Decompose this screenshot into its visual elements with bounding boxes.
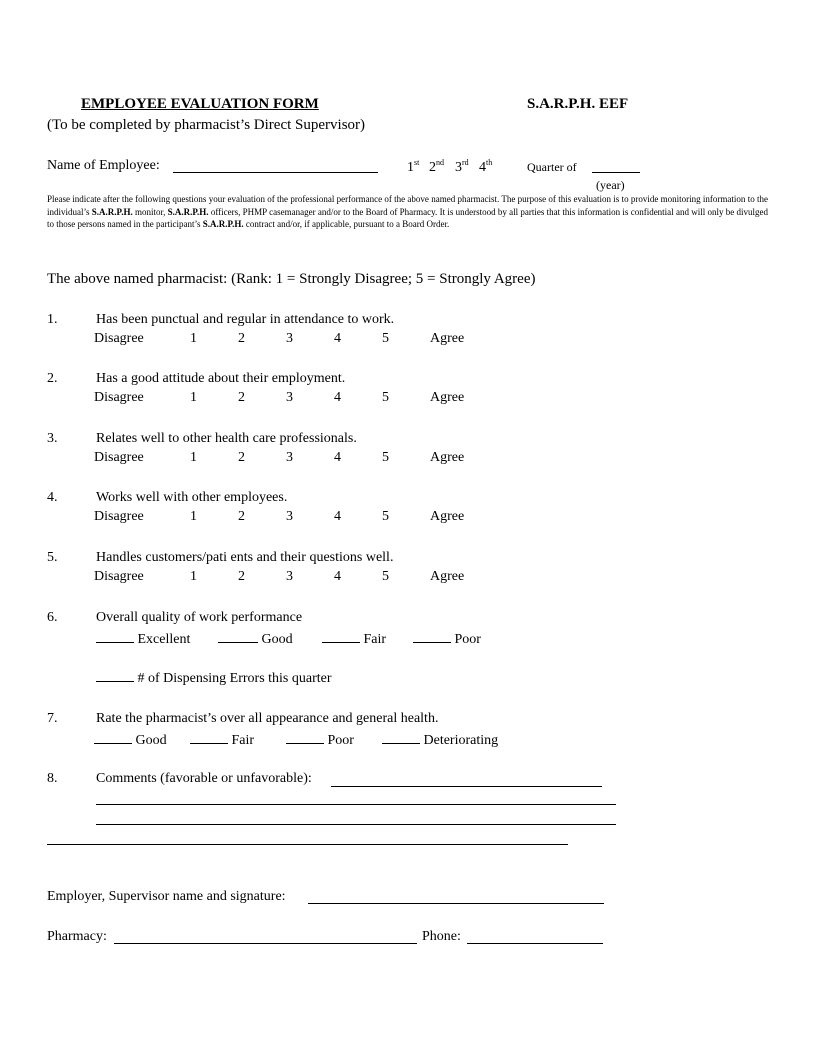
- question-7-number: 7.: [47, 711, 58, 726]
- pharmacy-label: Pharmacy:: [47, 929, 107, 944]
- comments-line-2[interactable]: [96, 804, 616, 805]
- rating-option-4[interactable]: 4: [334, 450, 341, 465]
- supervisor-signature-field[interactable]: [308, 903, 604, 904]
- health-option-poor[interactable]: Poor: [286, 731, 354, 749]
- question-2-text: Has a good attitude about their employment.: [96, 371, 346, 386]
- scale-agree-label: Agree: [430, 569, 465, 584]
- option-good[interactable]: Good: [218, 630, 293, 648]
- quarter-of-label: Quarter of: [527, 160, 577, 174]
- rating-option-2[interactable]: 2: [238, 331, 245, 346]
- form-code: S.A.R.P.H. EEF: [527, 96, 629, 112]
- health-deteriorating-blank[interactable]: [382, 731, 420, 744]
- quarter-first[interactable]: 1st: [407, 158, 420, 175]
- supervisor-signature-label: Employer, Supervisor name and signature:: [47, 889, 286, 904]
- dispensing-errors-blank[interactable]: [96, 669, 134, 682]
- quarter-third[interactable]: 3rd: [455, 158, 469, 175]
- scale-agree-label: Agree: [430, 390, 465, 405]
- employee-name-field[interactable]: [173, 172, 378, 173]
- rating-option-4[interactable]: 4: [334, 569, 341, 584]
- question-6-number: 6.: [47, 610, 58, 625]
- scale-agree-label: Agree: [430, 331, 465, 346]
- dispensing-errors-field[interactable]: # of Dispensing Errors this quarter: [96, 669, 332, 687]
- health-option-fair[interactable]: Fair: [190, 731, 254, 749]
- health-fair-blank[interactable]: [190, 731, 228, 744]
- rating-option-2[interactable]: 2: [238, 450, 245, 465]
- option-fair-blank[interactable]: [322, 630, 360, 643]
- comments-line-4[interactable]: [47, 844, 568, 845]
- rating-option-1[interactable]: 1: [190, 509, 197, 524]
- option-poor[interactable]: Poor: [413, 630, 481, 648]
- rating-option-2[interactable]: 2: [238, 390, 245, 405]
- quarter-fourth[interactable]: 4th: [479, 158, 493, 175]
- rating-option-5[interactable]: 5: [382, 331, 389, 346]
- scale-disagree-label: Disagree: [94, 331, 144, 346]
- question-1-number: 1.: [47, 312, 58, 327]
- question-3-number: 3.: [47, 431, 58, 446]
- rating-option-2[interactable]: 2: [238, 509, 245, 524]
- rating-option-5[interactable]: 5: [382, 450, 389, 465]
- scale-disagree-label: Disagree: [94, 450, 144, 465]
- health-option-good[interactable]: Good: [94, 731, 167, 749]
- scale-disagree-label: Disagree: [94, 390, 144, 405]
- question-3-text: Relates well to other health care professionals.: [96, 431, 357, 446]
- scale-disagree-label: Disagree: [94, 569, 144, 584]
- phone-field[interactable]: [467, 943, 603, 944]
- question-6-text: Overall quality of work performance: [96, 610, 303, 625]
- rating-option-1[interactable]: 1: [190, 331, 197, 346]
- rating-option-5[interactable]: 5: [382, 390, 389, 405]
- rating-option-5[interactable]: 5: [382, 569, 389, 584]
- rating-option-2[interactable]: 2: [238, 569, 245, 584]
- health-option-deteriorating[interactable]: Deteriorating: [382, 731, 498, 749]
- rating-option-1[interactable]: 1: [190, 390, 197, 405]
- question-7-text: Rate the pharmacist’s over all appearance and general health.: [96, 711, 439, 726]
- rating-option-3[interactable]: 3: [286, 569, 293, 584]
- option-excellent[interactable]: Excellent: [96, 630, 190, 648]
- question-5-text: Handles customers/pati ents and their questions well.: [96, 550, 394, 565]
- comments-line-1[interactable]: [331, 786, 602, 787]
- rating-option-3[interactable]: 3: [286, 450, 293, 465]
- form-subtitle: (To be completed by pharmacist’s Direct Supervisor): [47, 117, 366, 133]
- option-fair[interactable]: Fair: [322, 630, 386, 648]
- rating-option-5[interactable]: 5: [382, 509, 389, 524]
- year-label: (year): [596, 178, 625, 192]
- question-1-text: Has been punctual and regular in attendance to work.: [96, 312, 395, 327]
- rating-option-4[interactable]: 4: [334, 509, 341, 524]
- rating-option-4[interactable]: 4: [334, 331, 341, 346]
- question-4-number: 4.: [47, 490, 58, 505]
- rating-option-1[interactable]: 1: [190, 569, 197, 584]
- scale-disagree-label: Disagree: [94, 509, 144, 524]
- question-8-text: Comments (favorable or unfavorable):: [96, 771, 312, 786]
- form-title: EMPLOYEE EVALUATION FORM: [81, 96, 319, 112]
- rating-option-4[interactable]: 4: [334, 390, 341, 405]
- option-poor-blank[interactable]: [413, 630, 451, 643]
- employee-name-label: Name of Employee:: [47, 158, 160, 173]
- question-2-number: 2.: [47, 371, 58, 386]
- question-4-text: Works well with other employees.: [96, 490, 288, 505]
- phone-label: Phone:: [422, 929, 461, 944]
- option-excellent-blank[interactable]: [96, 630, 134, 643]
- question-8-number: 8.: [47, 771, 58, 786]
- scale-agree-label: Agree: [430, 450, 465, 465]
- rank-intro: The above named pharmacist: (Rank: 1 = Strongly Disagree; 5 = Strongly Agree): [47, 271, 536, 287]
- health-good-blank[interactable]: [94, 731, 132, 744]
- rating-option-3[interactable]: 3: [286, 331, 293, 346]
- question-5-number: 5.: [47, 550, 58, 565]
- option-good-blank[interactable]: [218, 630, 258, 643]
- comments-line-3[interactable]: [96, 824, 616, 825]
- health-poor-blank[interactable]: [286, 731, 324, 744]
- rating-option-3[interactable]: 3: [286, 390, 293, 405]
- instructions-paragraph: Please indicate after the following questions your evaluation of the professional performance of the above named pharmacist. The purpose of this evaluation is to provide monitoring information to the individual’s S.A.R.P.H. monitor, S.A.R.P.H. officers, PHMP casemanager and/or to the Board of Pharmacy. It is understood by all parties that this information is confidential and will only be divulged to those persons named in the participant’s S.A.R.P.H. contract and/or, if applicable, pursuant to a Board Order.: [47, 194, 768, 229]
- pharmacy-field[interactable]: [114, 943, 417, 944]
- scale-agree-label: Agree: [430, 509, 465, 524]
- quarter-second[interactable]: 2nd: [429, 158, 444, 175]
- year-field[interactable]: [592, 172, 640, 173]
- rating-option-3[interactable]: 3: [286, 509, 293, 524]
- rating-option-1[interactable]: 1: [190, 450, 197, 465]
